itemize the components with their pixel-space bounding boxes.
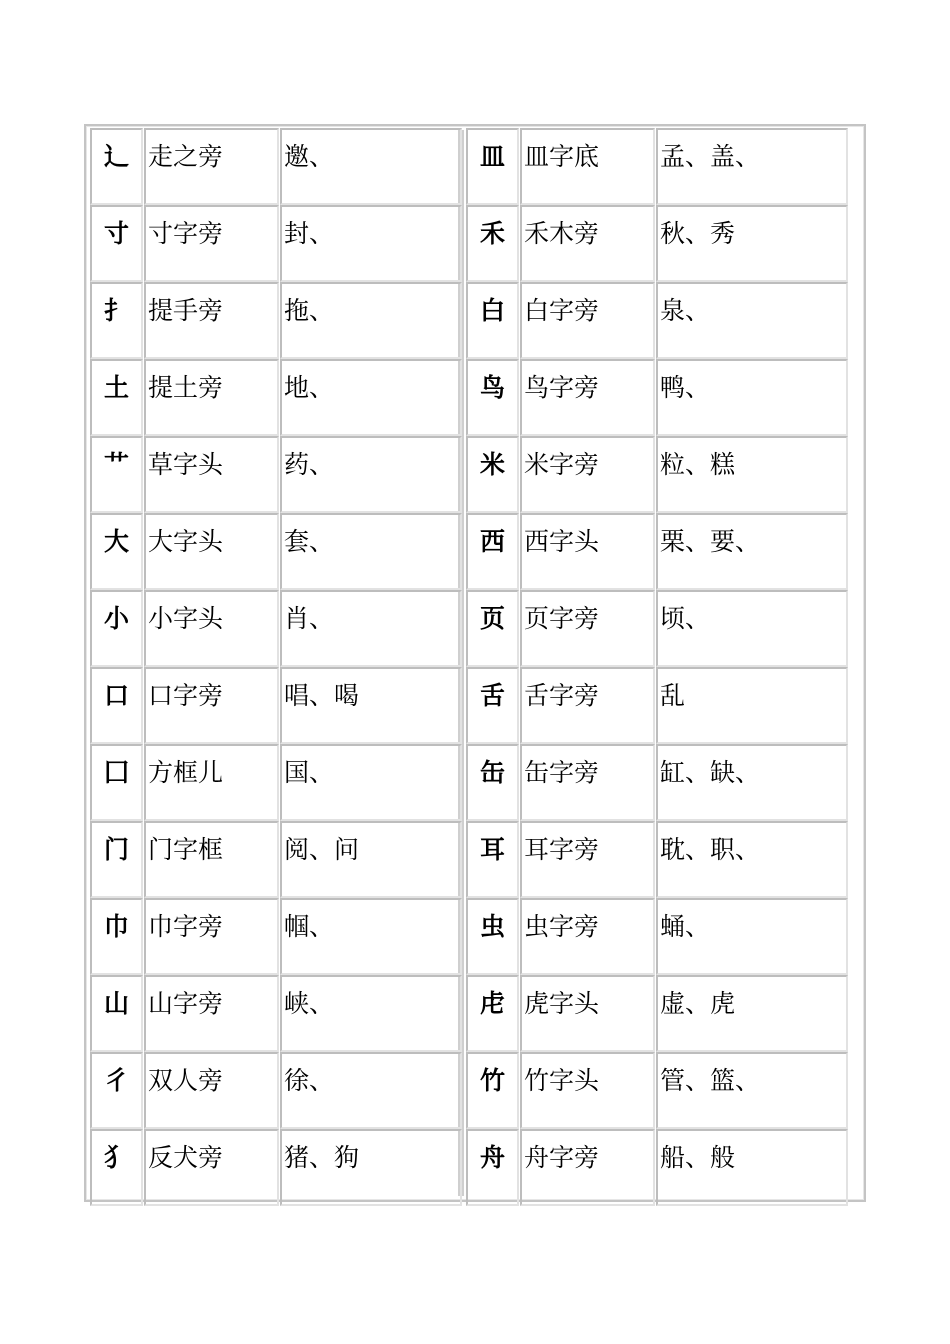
radical-cell: 犭 xyxy=(90,1129,143,1206)
radical-cell: 竹 xyxy=(466,1052,519,1129)
table-row xyxy=(466,898,849,975)
example-chars-cell: 耽、职、 xyxy=(656,821,848,898)
radical-name-cell: 页字旁 xyxy=(520,590,655,667)
table-row xyxy=(466,1052,849,1129)
table-row xyxy=(466,590,849,667)
radical-cell: 白 xyxy=(466,282,519,359)
example-chars-cell: 国、 xyxy=(280,744,462,821)
radical-name-cell: 草字头 xyxy=(144,436,279,513)
radical-name-cell: 舌字旁 xyxy=(520,667,655,744)
radical-cell: 耳 xyxy=(466,821,519,898)
radical-cell: 西 xyxy=(466,513,519,590)
radical-cell: 土 xyxy=(90,359,143,436)
radical-cell: 门 xyxy=(90,821,143,898)
example-chars-cell: 粒、糕 xyxy=(656,436,848,513)
example-chars-cell: 拖、 xyxy=(280,282,462,359)
table-row xyxy=(90,359,463,436)
table-row xyxy=(466,128,849,205)
radical-cell: 巾 xyxy=(90,898,143,975)
radical-cell: 禾 xyxy=(466,205,519,282)
example-chars-cell: 栗、要、 xyxy=(656,513,848,590)
radical-cell: 米 xyxy=(466,436,519,513)
example-chars-cell: 唱、喝 xyxy=(280,667,462,744)
radical-name-cell: 缶字旁 xyxy=(520,744,655,821)
example-chars-cell: 秋、秀 xyxy=(656,205,848,282)
radical-cell: 艹 xyxy=(90,436,143,513)
radical-table-left xyxy=(90,128,463,1206)
radical-cell: 扌 xyxy=(90,282,143,359)
radical-cell: 囗 xyxy=(90,744,143,821)
table-row xyxy=(90,667,463,744)
radical-cell: 口 xyxy=(90,667,143,744)
table-row xyxy=(466,667,849,744)
example-chars-cell: 地、 xyxy=(280,359,462,436)
radical-name-cell: 竹字头 xyxy=(520,1052,655,1129)
radical-name-cell: 禾木旁 xyxy=(520,205,655,282)
radical-name-cell: 虎字头 xyxy=(520,975,655,1052)
table-row xyxy=(90,205,463,282)
table-row xyxy=(466,975,849,1052)
example-chars-cell: 孟、盖、 xyxy=(656,128,848,205)
table-row xyxy=(466,744,849,821)
table-row xyxy=(466,436,849,513)
radical-name-cell: 耳字旁 xyxy=(520,821,655,898)
example-chars-cell: 缸、缺、 xyxy=(656,744,848,821)
radical-name-cell: 门字框 xyxy=(144,821,279,898)
radical-cell: 缶 xyxy=(466,744,519,821)
radical-name-cell: 巾字旁 xyxy=(144,898,279,975)
example-chars-cell: 船、般 xyxy=(656,1129,848,1206)
example-chars-cell: 封、 xyxy=(280,205,462,282)
example-chars-cell: 徐、 xyxy=(280,1052,462,1129)
radical-name-cell: 反犬旁 xyxy=(144,1129,279,1206)
table-row xyxy=(466,1129,849,1206)
radical-cell: 辶 xyxy=(90,128,143,205)
radical-cell: 舟 xyxy=(466,1129,519,1206)
table-row xyxy=(90,975,463,1052)
radical-cell: 寸 xyxy=(90,205,143,282)
radical-name-cell: 方框儿 xyxy=(144,744,279,821)
radical-cell: 小 xyxy=(90,590,143,667)
radical-cell: 鸟 xyxy=(466,359,519,436)
example-chars-cell: 蛹、 xyxy=(656,898,848,975)
radical-name-cell: 山字旁 xyxy=(144,975,279,1052)
radical-cell: 皿 xyxy=(466,128,519,205)
table-row xyxy=(90,821,463,898)
table-row xyxy=(466,513,849,590)
radical-name-cell: 皿字底 xyxy=(520,128,655,205)
table-row xyxy=(90,590,463,667)
example-chars-cell: 虚、虎 xyxy=(656,975,848,1052)
radical-name-cell: 虫字旁 xyxy=(520,898,655,975)
radical-name-cell: 舟字旁 xyxy=(520,1129,655,1206)
example-chars-cell: 猪、狗 xyxy=(280,1129,462,1206)
radical-cell: 彳 xyxy=(90,1052,143,1129)
table-row xyxy=(466,821,849,898)
table-row xyxy=(90,898,463,975)
example-chars-cell: 肖、 xyxy=(280,590,462,667)
table-row xyxy=(90,128,463,205)
radical-name-cell: 提手旁 xyxy=(144,282,279,359)
radical-name-cell: 鸟字旁 xyxy=(520,359,655,436)
radical-table-right xyxy=(466,128,849,1206)
radical-cell: 大 xyxy=(90,513,143,590)
table-row xyxy=(466,359,849,436)
radical-name-cell: 米字旁 xyxy=(520,436,655,513)
example-chars-cell: 鸭、 xyxy=(656,359,848,436)
example-chars-cell: 峡、 xyxy=(280,975,462,1052)
example-chars-cell: 顷、 xyxy=(656,590,848,667)
table-row xyxy=(90,1129,463,1206)
example-chars-cell: 泉、 xyxy=(656,282,848,359)
radical-name-cell: 寸字旁 xyxy=(144,205,279,282)
radical-name-cell: 双人旁 xyxy=(144,1052,279,1129)
radical-cell: 虍 xyxy=(466,975,519,1052)
radical-cell: 虫 xyxy=(466,898,519,975)
table-row xyxy=(90,1052,463,1129)
radical-cell: 页 xyxy=(466,590,519,667)
table-row xyxy=(466,205,849,282)
example-chars-cell: 管、篮、 xyxy=(656,1052,848,1129)
example-chars-cell: 乱 xyxy=(656,667,848,744)
table-row xyxy=(466,282,849,359)
radical-name-cell: 走之旁 xyxy=(144,128,279,205)
radical-cell: 山 xyxy=(90,975,143,1052)
radical-name-cell: 小字头 xyxy=(144,590,279,667)
example-chars-cell: 邀、 xyxy=(280,128,462,205)
radical-cell: 舌 xyxy=(466,667,519,744)
example-chars-cell: 药、 xyxy=(280,436,462,513)
example-chars-cell: 帼、 xyxy=(280,898,462,975)
table-row xyxy=(90,282,463,359)
radical-name-cell: 口字旁 xyxy=(144,667,279,744)
radical-name-cell: 西字头 xyxy=(520,513,655,590)
example-chars-cell: 套、 xyxy=(280,513,462,590)
radical-name-cell: 白字旁 xyxy=(520,282,655,359)
table-row xyxy=(90,436,463,513)
radical-name-cell: 提土旁 xyxy=(144,359,279,436)
table-row xyxy=(90,513,463,590)
table-row xyxy=(90,744,463,821)
example-chars-cell: 阅、问 xyxy=(280,821,462,898)
radical-name-cell: 大字头 xyxy=(144,513,279,590)
